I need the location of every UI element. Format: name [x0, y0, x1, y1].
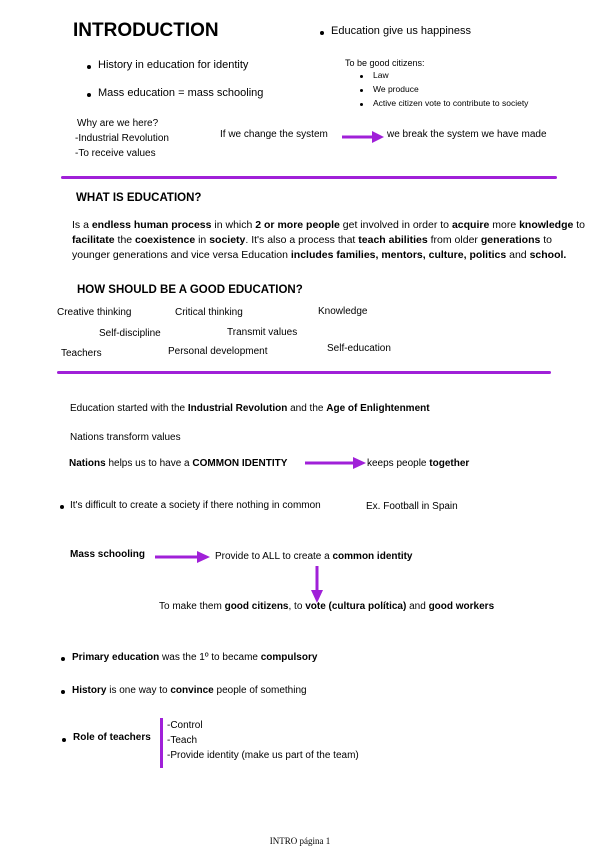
- nations-transform: Nations transform values: [70, 432, 181, 443]
- bullet-icon: [320, 31, 324, 35]
- primary-line: Primary education was the 1º to became compulsory: [72, 652, 318, 663]
- how-heading: HOW SHOULD BE A GOOD EDUCATION?: [77, 284, 303, 296]
- good-citizens-item: We produce: [373, 84, 419, 94]
- bullet-icon: [61, 690, 65, 694]
- what-heading: WHAT IS EDUCATION?: [76, 192, 202, 204]
- why-line: -Industrial Revolution: [75, 133, 169, 144]
- quality-item: Self-discipline: [99, 328, 161, 339]
- role-item: -Teach: [167, 735, 198, 746]
- quality-item: Knowledge: [318, 306, 368, 317]
- why-line: -To receive values: [75, 148, 156, 159]
- bullet-icon: [87, 93, 91, 97]
- make-line: To make them good citizens, to vote (cultura política) and good workers: [159, 601, 495, 612]
- bullet-icon: [360, 103, 363, 106]
- arrow-right-icon: [155, 550, 211, 564]
- bullet-icon: [360, 89, 363, 92]
- provide-line: Provide to ALL to create a common identity: [215, 551, 413, 562]
- quality-item: Teachers: [61, 348, 102, 359]
- nations-line: Nations helps us to have a COMMON IDENTITY: [69, 458, 288, 469]
- page-footer: INTRO página 1: [269, 836, 331, 846]
- mass-schooling-label: Mass schooling: [70, 549, 146, 560]
- bullet-icon: [60, 505, 64, 509]
- intro-bullet-1: History in education for identity: [98, 59, 249, 71]
- arrow-right-icon: [342, 130, 384, 144]
- good-citizens-item: Law: [373, 70, 389, 80]
- what-paragraph: Is a endless human process in which 2 or more people get involved in order to acquire more knowledge to facilitate the coexistence in society. It's also a process that teach abilities from older generations to younger generations and vice versa Education includes families, mentors, culture, politics and school.: [72, 219, 586, 261]
- started-line: Education started with the Industrial Revolution and the Age of Enlightenment: [70, 403, 430, 414]
- quality-item: Personal development: [168, 346, 268, 357]
- why-line: Why are we here?: [77, 118, 159, 129]
- quality-item: Critical thinking: [175, 307, 243, 318]
- quality-item: Self-education: [327, 343, 391, 354]
- example-text: Ex. Football in Spain: [366, 501, 458, 512]
- good-citizens-label: To be good citizens:: [345, 58, 425, 68]
- history-line: History is one way to convince people of something: [72, 685, 307, 696]
- arrow-right-icon: [305, 456, 367, 470]
- quality-item: Creative thinking: [57, 307, 132, 318]
- keeps-line: keeps people together: [367, 458, 470, 469]
- section-divider: [61, 176, 557, 179]
- page-title: INTRODUCTION: [73, 20, 219, 41]
- bullet-icon: [87, 65, 91, 69]
- bullet-icon: [61, 657, 65, 661]
- change-system-text: If we change the system: [220, 129, 328, 140]
- difficult-line: It's difficult to create a society if there nothing in common: [70, 500, 321, 511]
- role-label: Role of teachers: [73, 732, 151, 743]
- role-item: -Provide identity (make us part of the team): [167, 750, 359, 761]
- break-system-text: we break the system we have made: [387, 129, 547, 140]
- bullet-icon: [360, 75, 363, 78]
- right-bullet-text: Education give us happiness: [331, 25, 472, 37]
- quality-item: Transmit values: [227, 327, 298, 338]
- good-citizens-item: Active citizen vote to contribute to society: [373, 98, 529, 108]
- arrow-down-icon: [310, 566, 324, 604]
- section-divider: [57, 371, 551, 374]
- bracket-bar: [160, 718, 163, 768]
- bullet-icon: [62, 738, 66, 742]
- role-item: -Control: [167, 720, 203, 731]
- intro-bullet-2: Mass education = mass schooling: [98, 87, 264, 99]
